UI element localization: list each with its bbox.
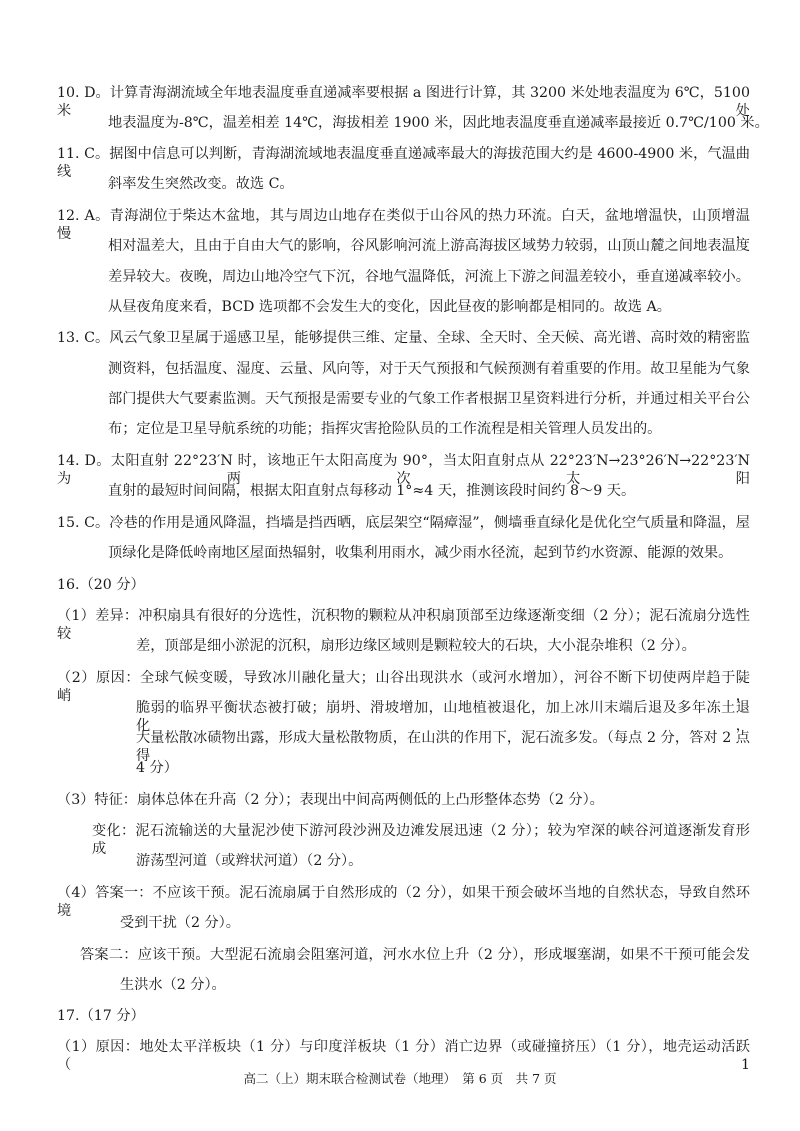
q16-part1-line-2: 差，顶部是细小淤泥的沉积，扇形边缘区域则是颗粒较大的石块，大小混杂堆积（2 分）。 [136,638,696,654]
answer-11-line-1: 11. C。据图中信息可以判断，青海湖流域地表温度垂直递减率最大的海拔范围大约是 4600-4900 米，气温曲线 [57,146,750,180]
answer-12-line-2: 相对温差大，且由于自由大气的影响，谷风影响河流上游高海拔区域势力较弱，山顶山麓之间地表温度 [108,238,750,254]
answer-13-line-4: 布；定位是卫星导航系统的功能；指挥灾害抢险队员的工作流程是相关管理人员发出的。 [108,421,662,437]
q16-part4b-line-1: 答案二：应该干预。大型泥石流扇会阻塞河道，河水水位上升（2 分），形成堰塞湖，如果不干预可能会发 [80,947,750,963]
answer-13-line-1: 13. C。风云气象卫星属于遥感卫星，能够提供三维、定量、全球、全天时、全天候、高光谱、高时效的精密监 [57,330,750,346]
answer-12-line-3: 差异较大。夜晚，周边山地冷空气下沉，谷地气温降低，河流上下游之间温差较小，垂直递减率较小。 [108,269,750,285]
answer-13-line-2: 测资料，包括温度、湿度、云量、风向等，对于天气预报和气候预测有着重要的作用。故卫星能为气象 [108,361,750,377]
answer-15-line-1: 15. C。冷巷的作用是通风降温，挡墙是挡西晒，底层架空“隔瘴湿”，侧墙垂直绿化是优化空气质量和降温，屋 [57,515,750,531]
answer-12-line-1: 12. A。青海湖位于柴达木盆地，其与周边山地存在类似于山谷风的热力环流。白天，盆地增温快，山顶增温慢， [57,208,750,242]
q16-part1-line-1: （1）差异：冲积扇具有很好的分选性，沉积物的颗粒从冲积扇顶部至边缘逐渐变细（2 分）；泥石流扇分选性较 [57,608,750,642]
question-16-header: 16.（20 分） [57,577,145,593]
answer-10-line-1: 10. D。计算青海湖流域全年地表温度垂直递减率要根据 a 图进行计算，其 3200 米处地表温度为 6℃，5100 米处 [57,85,750,119]
q16-part2-line-3: 大量松散冰碛物出露，形成大量松散物质，在山洪的作用下，泥石流多发。（每点 2 分，答对 2 点得 [136,730,750,764]
q16-part4-line-2: 受到干扰（2 分）。 [120,915,240,931]
answer-14-line-2: 直射的最短时间间隔，根据太阳直射点每移动 1°≈4 天，推测该段时间约 8～9 天。 [108,483,636,499]
q16-part3-line-1: （3）特征：扇体总体在升高（2 分）；表现出中间高两侧低的上凸形整体态势（2 分）。 [57,792,604,808]
q16-part2-line-1: （2）原因：全球气候变暖，导致冰川融化量大；山谷出现洪水（或河水增加），河谷不断下切使两岸趋于陡峭， [57,670,750,704]
q16-part3b-line-1: 变化：泥石流输送的大量泥沙使下游河段沙洲及边滩发展迅速（2 分）；较为窄深的峡谷河道逐渐发育形成 [92,823,750,857]
page-footer: 高二（上）期末联合检测试卷（地理） 第 6 页 共 7 页 [243,1071,557,1086]
q16-part4b-line-2: 生洪水（2 分）。 [120,977,226,993]
q16-part2-line-2: 脆弱的临界平衡状态被打破；崩坍、滑坡增加，山地植被退化，加上冰川末端后退及多年冻土退化， [136,700,750,734]
answer-13-line-3: 部门提供大气要素监测。天气预报是需要专业的气象工作者根据卫星资料进行分析，并通过相关平台公 [108,391,750,407]
answer-11-line-2: 斜率发生突然改变。故选 C。 [108,176,294,192]
answer-12-line-4: 从昼夜角度来看，BCD 选项都不会发生大的变化，因此昼夜的影响都是相同的。故选 A。 [108,299,671,315]
question-17-header: 17.（17 分） [57,1008,145,1024]
q16-part4-line-1: （4）答案一：不应该干预。泥石流扇属于自然形成的（2 分），如果干预会破坏当地的自然状态，导致自然环境 [57,885,750,919]
q16-part3b-line-2: 游荡型河道（或辫状河道）（2 分）。 [136,853,363,869]
q17-part1-line-1: （1）原因：地处太平洋板块（1 分）与印度洋板块（1 分）消亡边界（或碰撞挤压）（1 分），地壳运动活跃（1 [57,1039,750,1073]
answer-10-line-2: 地表温度为-8℃，温差相差 14℃，海拔相差 1900 米，因此地表温度垂直递减率最接近 0.7℃/100 米。 [108,115,769,131]
q16-part2-line-4: 4 分） [136,760,178,776]
answer-14-line-1: 14. D。太阳直射 22°23′N 时，该地正午太阳高度为 90°，当太阳直射点从 22°23′N→23°26′N→22°23′N 为两次太阳 [57,453,750,487]
answer-15-line-2: 顶绿化是降低岭南地区屋面热辐射，收集利用雨水，减少雨水径流，起到节约水资源、能源的效果。 [108,545,733,561]
